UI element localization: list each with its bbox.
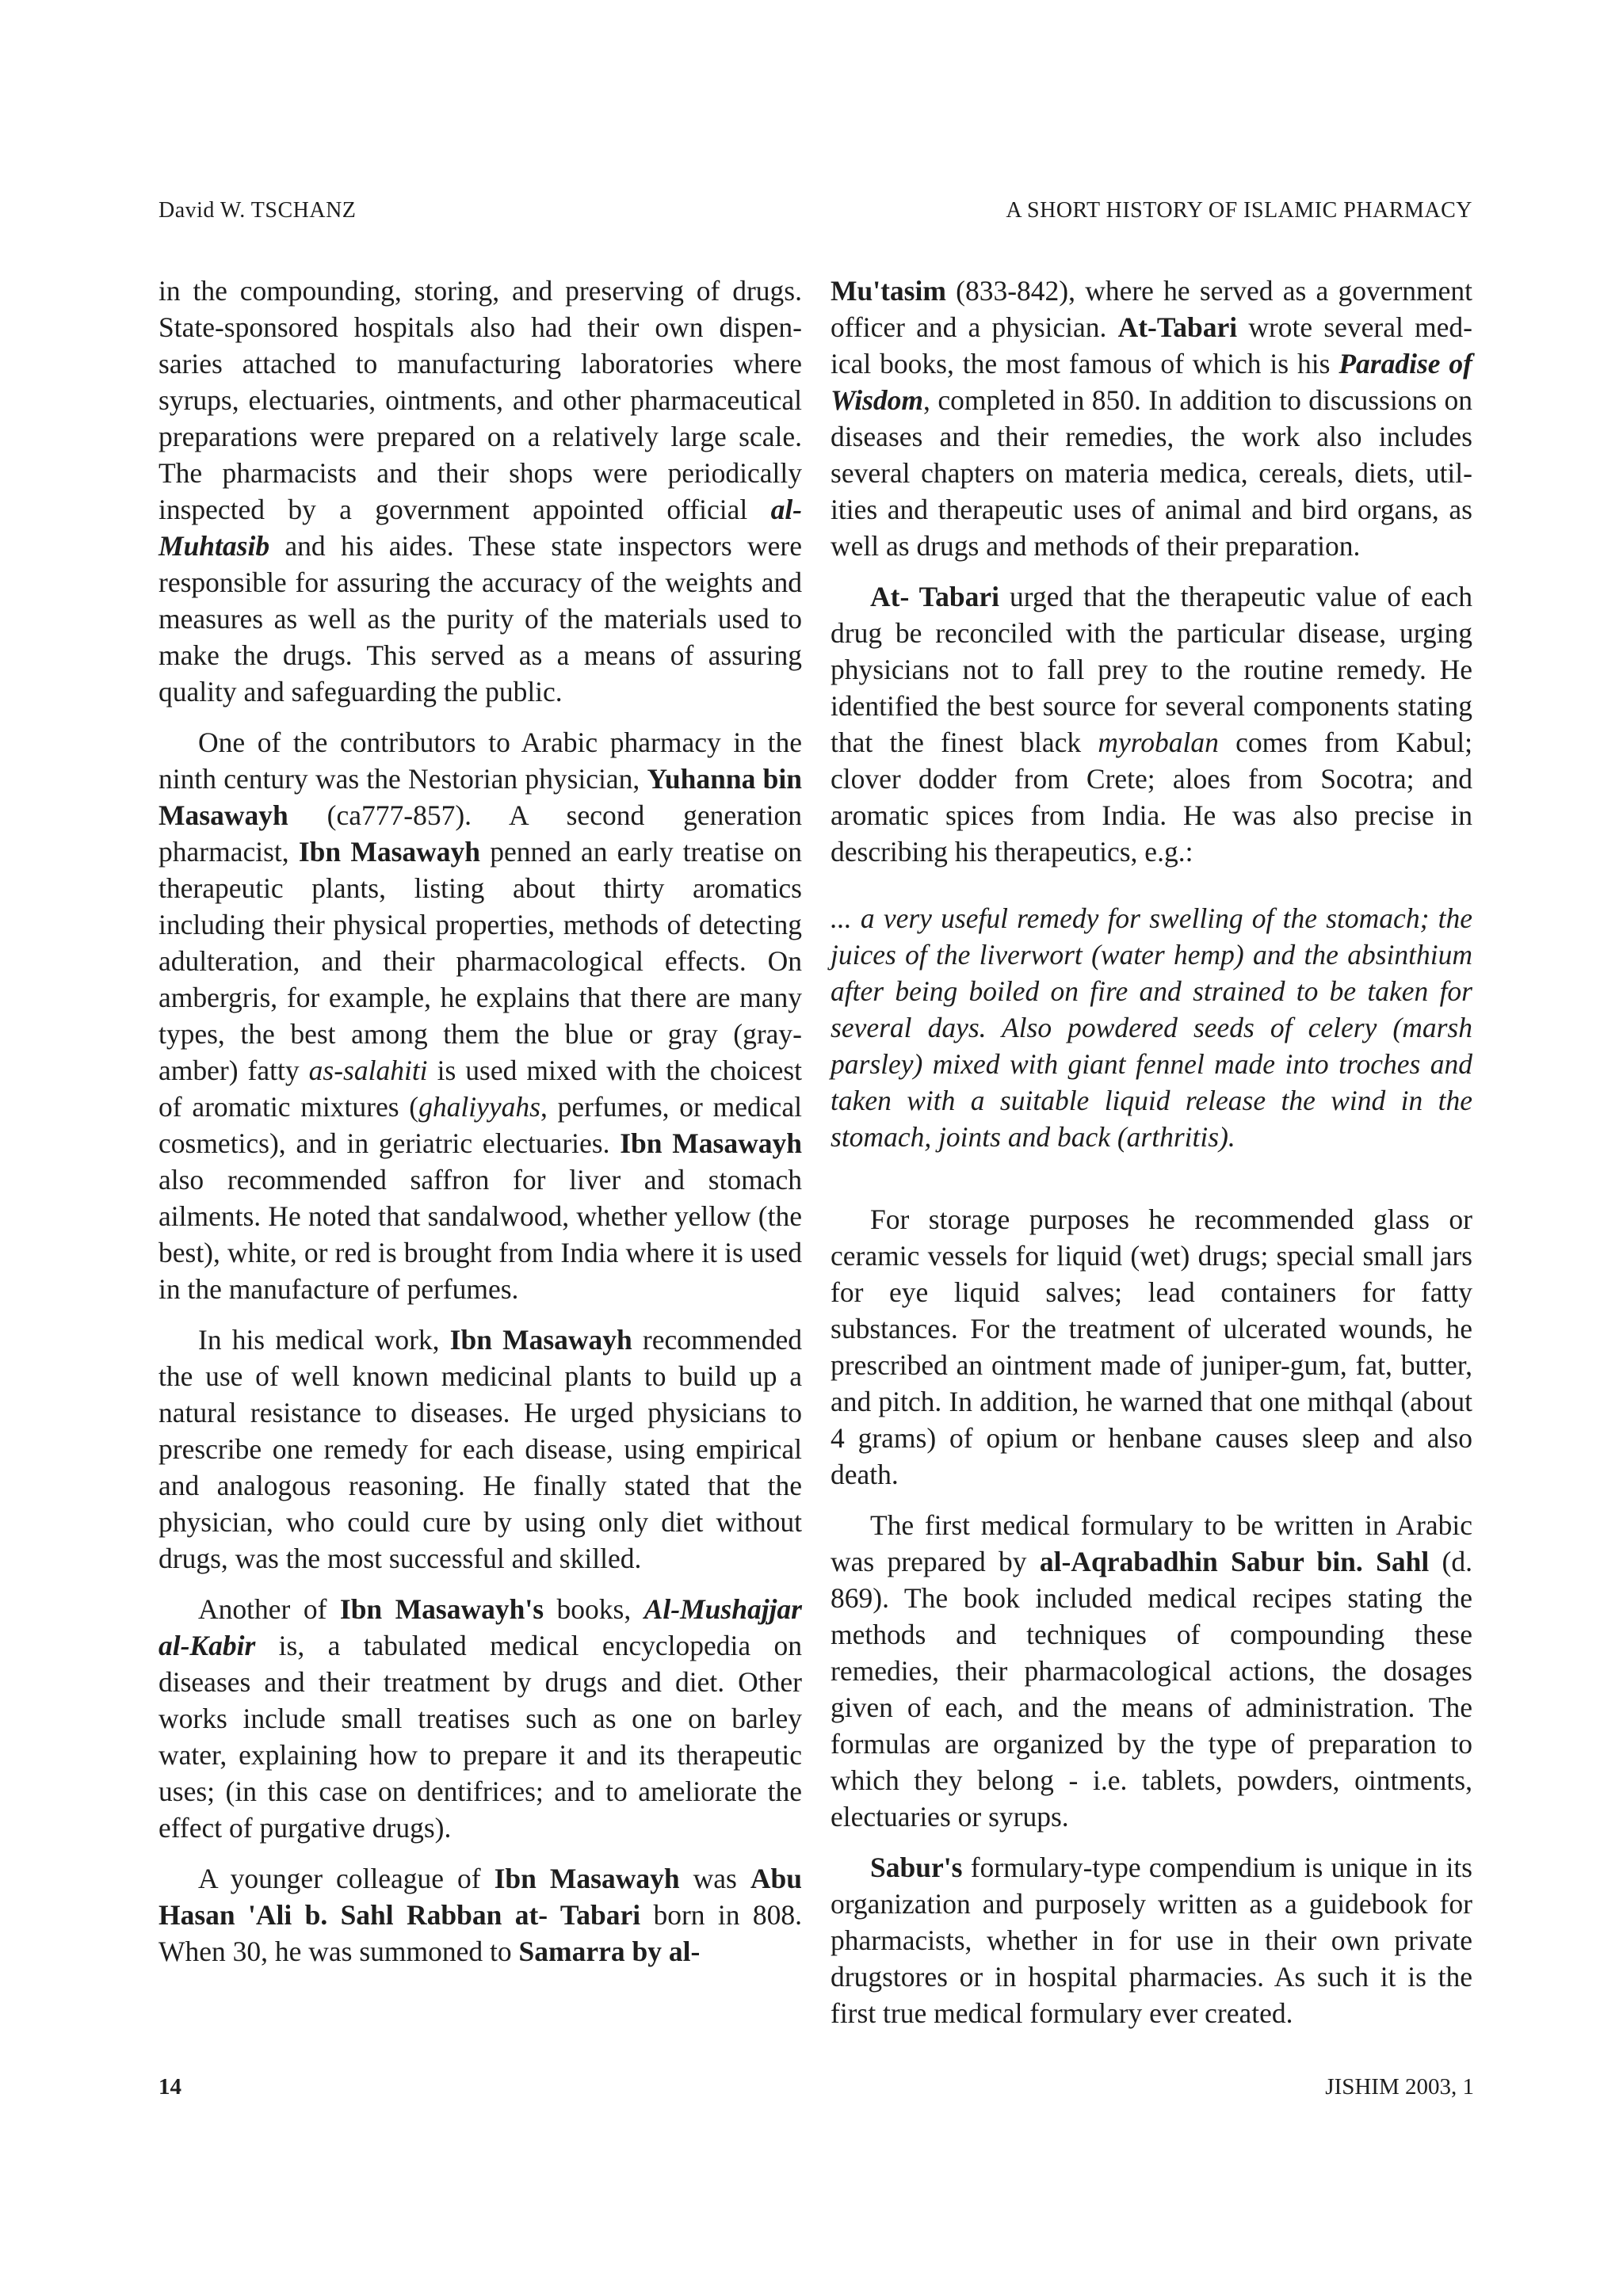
paragraph: For storage purposes he recommended glass or ceramic vessels for liquid (wet) drugs; special small jars for eye liquid salves; lead containers for fatty substances. For the treatment of ulcerated wounds, he prescribed an ointment made of juniper-gum, fat, butter, and pitch. In addition, he warned that one mithqal (about 4 grams) of opium or henbane causes sleep and also death. <box>831 1203 1472 1490</box>
right-column <box>831 273 1472 2046</box>
left-column <box>158 273 802 1984</box>
paragraph: In his medical work, Ibn Masawayh recommended the use of well known medicinal plants to build up a natural resistance to diseases. He urged physicians to prescribe one remedy for each disease, using empirical and analogous reasoning. He finally stated that the physician, who could cure by using only diet without drugs, was the most successful and skilled. <box>158 1324 802 1574</box>
paragraph: Sabur's formulary-type compendium is unique in its organization and purposely written as a guidebook for pharmacists, whether in for use in their own private drugstores or in hospital pharmacies. As such it is the first true medical formulary ever created. <box>831 1852 1472 2029</box>
paragraph: Another of Ibn Masawayh's books, Al-Mushajjar al-Kabir is, a tabulated medical encyclopedia on diseases and their treatment by drugs and diet. Other works include small treatises such as one on barley water, explaining how to prepare it and its therapeutic uses; (in this case on dentifrices; and to ameliorate the effect of purgative drugs). <box>158 1593 802 1844</box>
block-quote: ... a very useful remedy for swelling of the stomach; the juices of the liverwort (water hemp) and the absinthium after being boiled on fire and strained to be taken for several days. Also powdered seeds of celery (marsh parsley) mixed with giant fennel made into troches and taken with a suitable liquid release the wind in the stomach, joints and back (arthritis). <box>831 902 1472 1153</box>
running-head-author: David W. TSCHANZ <box>158 198 357 223</box>
paragraph: The first medical formulary to be written in Arabic was prepared by al-Aqrabadhin Sabur bin. Sahl (d. 869). The book included medical recipes stating the methods and techniques of compounding these remedies, their pharmacological actions, the dosages given of each, and the means of administration. The formulas are organized by the type of preparation to which they belong - i.e. tablets, powders, ointments, electuaries or syrups. <box>831 1509 1472 1833</box>
journal-citation: JISHIM 2003, 1 <box>1325 2074 1474 2100</box>
paragraph: Mu'tasim (833-842), where he served as a government officer and a physician. At-Tabari wrote several medical books, the most famous of which is his Paradise of Wisdom, completed in 850. In addition to discussions on diseases and their remedies, the work also includes several chapters on materia medica, cereals, diets, utilities and therapeutic uses of animal and bird organs, as well as drugs and methods of their preparation. <box>831 275 1472 562</box>
paragraph: A younger colleague of Ibn Masawayh was Abu Hasan 'Ali b. Sahl Rabban at- Tabari born in 808. When 30, he was summoned to Samarra by al- <box>158 1863 802 1967</box>
paragraph: One of the contributors to Arabic pharmacy in the ninth century was the Nestorian physician, Yuhanna bin Masawayh (ca777-857). A second generation pharmacist, Ibn Masawayh penned an early treatise on therapeutic plants, listing about thirty aromatics including their physical properties, methods of detecting adulteration, and their pharmacological effects. On ambergris, for example, he explains that there are many types, the best among them the blue or gray (gray-amber) fatty as-salahiti is used mixed with the choicest of aromatic mixtures (ghaliyyahs, perfumes, or medical cosmetics), and in geriatric electuaries. Ibn Masawayh also recommended saffron for liver and stomach ailments. He noted that sandalwood, whether yellow (the best), white, or red is brought from India where it is used in the manufacture of perfumes. <box>158 727 803 1305</box>
page-number: 14 <box>158 2074 181 2100</box>
paragraph: At- Tabari urged that the therapeutic value of each drug be reconciled with the particular disease, urging physicians not to fall prey to the routine remedy. He identified the best source for several components stating that the finest black myrobalan comes from Kabul; clover dodder from Crete; aloes from Socotra; and aromatic spices from India. He was also precise in describing his therapeutics, e.g.: <box>831 581 1472 868</box>
running-head-title: A SHORT HISTORY OF ISLAMIC PHARMACY <box>1006 198 1472 223</box>
paragraph: in the compounding, storing, and preserving of drugs. State-sponsored hospitals also had their own dispensaries attached to manufacturing laboratories where syrups, electuaries, ointments, and other pharmaceutical preparations were prepared on a relatively large scale. The pharmacists and their shops were periodically inspected by a government appointed official al-Muhtasib and his aides. These state inspectors were responsible for assuring the accuracy of the weights and measures as well as the purity of the materials used to make the drugs. This served as a means of assuring quality and safeguarding the public. <box>158 275 802 707</box>
